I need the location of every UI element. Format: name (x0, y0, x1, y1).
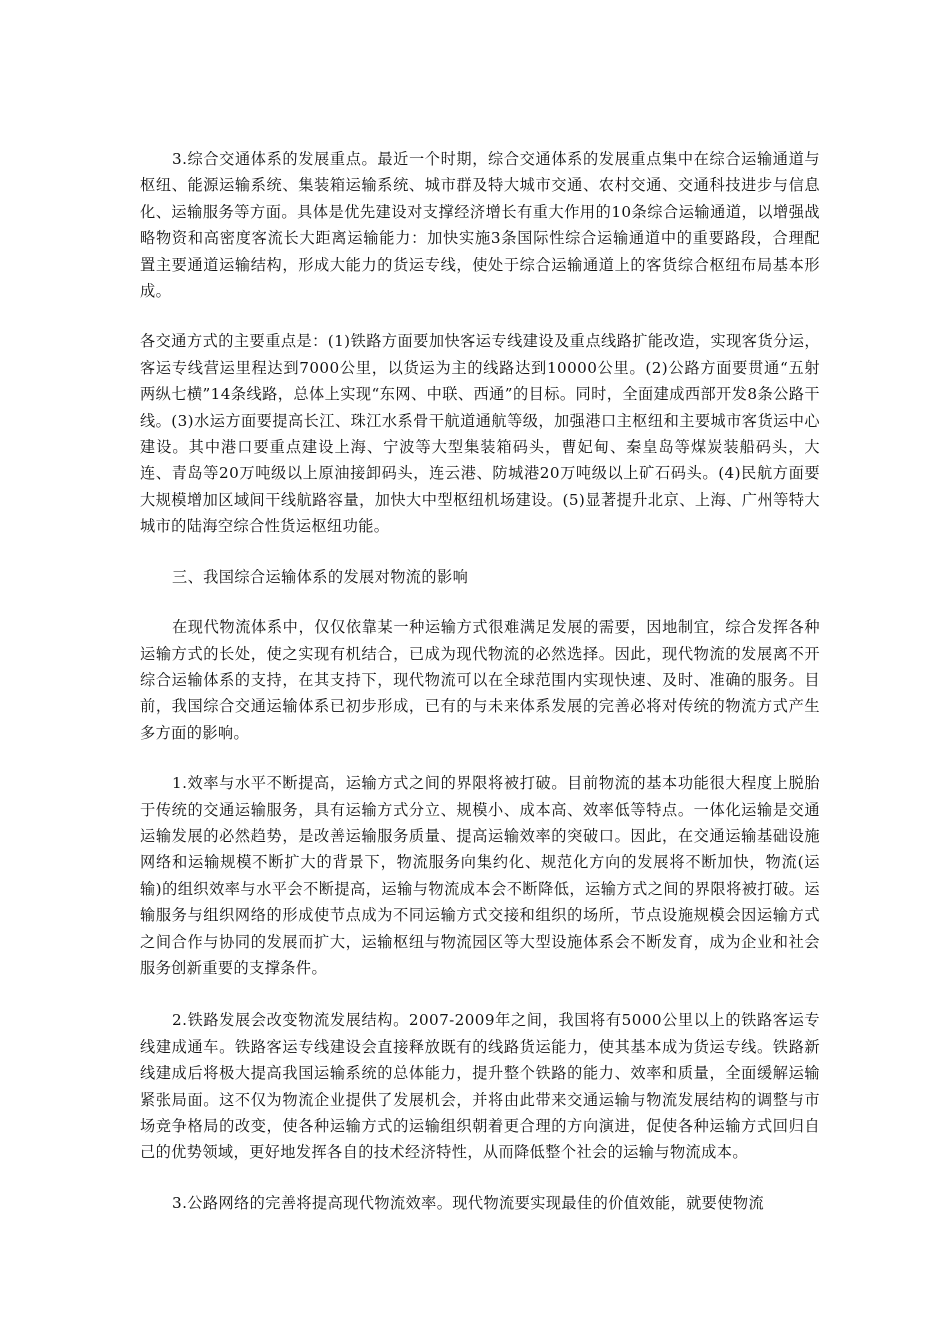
paragraph-development-focus: 3.综合交通体系的发展重点。最近一个时期，综合交通体系的发展重点集中在综合运输通道与枢纽、能源运输系统、集装箱运输系统、城市群及特大城市交通、农村交通、交通科技进步与信息化、运输服务等方面。具体是优先建设对支撑经济增长有重大作用的10条综合运输通道，以增强战略物资和高密度客流长大距离运输能力：加快实施3条国际性综合运输通道中的重要路段，合理配置主要通道运输结构，形成大能力的货运专线，使处于综合运输通道上的客货综合枢纽布局基本形成。 (140, 150, 820, 301)
document-body (140, 146, 820, 1216)
paragraph-highway-network: 3.公路网络的完善将提高现代物流效率。现代物流要实现最佳的价值效能，就要使物流 (172, 1193, 765, 1212)
paragraph-railway-development: 2.铁路发展会改变物流发展结构。2007-2009年之间，我国将有5000公里以上的铁路客运专线建成通车。铁路客运专线建设会直接释放既有的线路货运能力，使其基本成为货运专线。铁路新线建成后将极大提高我国运输系统的总体能力，提升整个铁路的能力、效率和质量，全面缓解运输紧张局面。这不仅为物流企业提供了发展机会，并将由此带来交通运输与物流发展结构的调整与市场竞争格局的改变，使各种运输方式的运输组织朝着更合理的方向演进，促使各种运输方式回归自己的优势领域，更好地发挥各自的技术经济特性，从而降低整个社会的运输与物流成本。 (140, 1011, 820, 1162)
section-heading-logistics-impact: 三、我国综合运输体系的发展对物流的影响 (172, 567, 469, 586)
paragraph-efficiency-improvement: 1.效率与水平不断提高，运输方式之间的界限将被打破。目前物流的基本功能很大程度上脱胎于传统的交通运输服务，具有运输方式分立、规模小、成本高、效率低等特点。一体化运输是交通运输发展的必然趋势，是改善运输服务质量、提高运输效率的突破口。因此，在交通运输基础设施网络和运输规模不断扩大的背景下，物流服务向集约化、规范化方向的发展将不断加快，物流(运输)的组织效率与水平会不断提高，运输与物流成本会不断降低，运输方式之间的界限将被打破。运输服务与组织网络的形成使节点成为不同运输方式交接和组织的场所，节点设施规模会因运输方式之间合作与协同的发展而扩大，运输枢纽与物流园区等大型设施体系会不断发育，成为企业和社会服务创新重要的支撑条件。 (140, 774, 820, 977)
paragraph-transport-mode-priorities: 各交通方式的主要重点是：(1)铁路方面要加快客运专线建设及重点线路扩能改造，实现客货分运，客运专线营运里程达到7000公里，以货运为主的线路达到10000公里。(2)公路方面要贯通“五射两纵七横”14条线路，总体上实现“东网、中联、西通”的目标。同时，全面建成西部开发8条公路干线。(3)水运方面要提高长江、珠江水系骨干航道通航等级，加强港口主枢纽和主要城市客货运中心建设。其中港口要重点建设上海、宁波等大型集装箱码头，曹妃甸、秦皇岛等煤炭装船码头，大连、青岛等20万吨级以上原油接卸码头，连云港、防城港20万吨级以上矿石码头。(4)民航方面要大规模增加区域间干线航路容量，加快大中型枢纽机场建设。(5)显著提升北京、上海、广州等特大城市的陆海空综合性货运枢纽功能。 (140, 332, 820, 536)
paragraph-modern-logistics-system: 在现代物流体系中，仅仅依靠某一种运输方式很难满足发展的需要，因地制宜，综合发挥各种运输方式的长处，使之实现有机结合，已成为现代物流的必然选择。因此，现代物流的发展离不开综合运输体系的支持，在其支持下，现代物流可以在全球范围内实现快速、及时、准确的服务。目前，我国综合交通运输体系已初步形成，已有的与未来体系发展的完善必将对传统的物流方式产生多方面的影响。 (140, 618, 820, 742)
